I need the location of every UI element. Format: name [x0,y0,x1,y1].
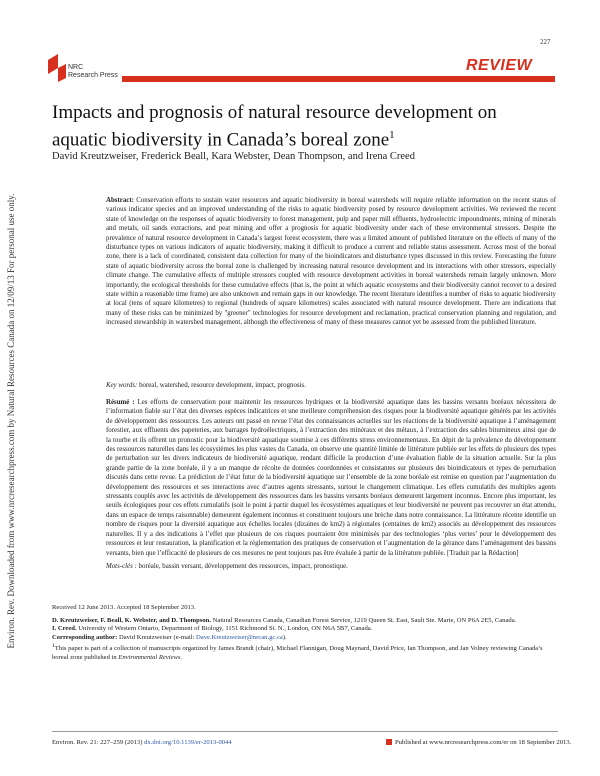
author-list: David Kreutzweiser, Frederick Beall, Kara Webster, Dean Thompson, and Irena Creed [52,151,415,162]
side-note-text: Environ. Rev. Downloaded from www.nrcresearchpress.com by Natural Resources Canada on 12/09/13 For personal use only. [6,193,16,649]
corresponding-text: David Kreutzweiser (e-mail: [118,633,195,641]
article-title-text: Impacts and prognosis of natural resource development on aquatic biodiversity in Canada’s boreal zone [52,102,497,151]
section-label: REVIEW [466,57,533,74]
keywords-text: boreal, watershed, resource development, impact, prognosis. [139,382,306,389]
affiliation-1 [52,617,552,626]
doi-link[interactable]: dx.doi.org/10.1139/er-2013-0044 [144,739,232,746]
published-note [386,739,571,746]
resume-text: Les efforts de conservation pour maintenir les ressources hydriques et la biodiversité aquatique dans les bassins versants boréaux nécessitera de l’information fiable sur l’état des diverses espèces indicatrices et une meilleure compréhension des risques pour la biodiversité aquatique générés par les activités de développement des ressources. Les auteurs ont passé en revue l’état des connaissances actuelles sur les réactions de la biodiversité aquatique à l’aménagement forestier, aux effluents des papeteries, aux barrages hydroélectriques, à l’extraction des minéraux et des métaux, à l’extraction des sables bitumineux ainsi que de la tourbe et ils offrent un pronostic pour la biodiversité aquatique soumise à ces différents stress environnementaux. En dépit de la prévalence du développement des ressources naturelles dans les écosystèmes les plus vastes du Canada, on observe une quantité limitée de littérature publiée sur les effets de plusieurs des types de perturbation sur les divers indicateurs de biodiversité aquatique, rendant difficile la production d’une évaluation fiable de la situation actuelle. Sur la plus grande partie de la zone boréale, il y a un manque de récolte de données coordonnées et consistantes sur plusieurs des bioindicateurs et types de perturbation discutés dans cette revue. La prédiction de l’état futur de la biodiversité aquatique sur l’ensemble de la zone boréale est remise en question par l’augmentation du développement des ressources et ses interactions avec d’autres agents stressants, surtout le changement climatique. Les effets cumulatifs des multiples agents stressants couplés avec les activités de développement des ressources dans les bassins versants boréaux demeurent largement inconnus. Encore plus important, les seuils écologiques pour ces effets cumulatifs (soit le point à partir duquel les écosystèmes aquatiques et leur biodiversité ne peuvent pas recouvrer un état attendu, dans un espace de temps raisonnable) demeurent également inconnus et constituent toujours une brèche dans notre connaissance. La littérature récente identifie un nombre de risques pour la diversité aquatique aux échelles locales (dizaines de km2) à régionales (centaines de km2) associés au développement des ressources naturelles. Il y a des indications à l’effet que plusieurs de ces risques pourraient être minimisés par des technologies ‘plus vertes’ pour le développement des ressources et leur restauration, la planification et la réglementation des pratiques de conservation et l’augmentation de la gérance dans l’aménagement des bassins versants, bien que l’efficacité de plusieurs de ces mesures ne peut toujours pas être évaluée à partir de la littérature publiée. [Traduit par la Rédaction] [106,399,556,557]
footnote-1-journal: Environmental Reviews. [118,654,183,662]
publisher-logo[interactable] [36,54,126,90]
nrc-logo-icon [46,54,68,84]
journal-citation [52,739,232,746]
keywords-label: Key words: [106,382,138,389]
corresponding-email-link[interactable]: Dave.Kreutzweiser@nrcan.gc.ca [196,633,283,641]
download-side-note [6,186,32,656]
logo-line-1: NRC [68,64,84,71]
affiliation-2 [52,625,552,634]
header-rule [122,76,555,82]
article-notes [52,604,552,663]
corresponding-close: ). [282,633,287,641]
mots-cles [106,562,556,571]
title-footnote-mark[interactable]: 1 [389,129,395,141]
abstract-text: Conservation efforts to sustain water resources and aquatic biodiversity in boreal watersheds will require reliable information on the recent status of various indicator species and an improved understanding of the risks to aquatic biodiversity posed by resource development activities. We reviewed the recent state of knowledge on the responses of aquatic biodiversity to forest management, pulp and paper mill effluents, hydroelectric impoundments, mining of minerals and metals, oil sands extractions, and peat mining and offer a prognosis for aquatic biodiversity under each of these environmental stressors. Despite the prevalence of natural resource development in Canada’s largest forest ecosystem, there was a limited amount of published literature on the effects of many of the disturbance types on various indicators of aquatic biodiversity, making it difficult to produce a current and reliable status assessment. Across most of the boreal zone, there is a lack of coordinated, consistent data collection for many of the bioindicators and disturbance types discussed in this review. Forecasting the future state of aquatic biodiversity across the boreal zone is challenged by increasing natural resource development and its interactions with other stressors, especially climate change. The cumulative effects of multiple stressors coupled with resource development activities in boreal watersheds remain largely unknown. More importantly, the ecological thresholds for these cumulative effects (that is, the point at which aquatic ecosystems and their biodiversity cannot recover to a desired state within a reasonable time frame) are also unknown and remain gaps in our knowledge. The recent literature identifies a number of risks to aquatic biodiversity at local (tens of square kilometres) to regional (hundreds of square kilometres) scales associated with natural resource development. There are indications that many of these risks can be minimized by "greener" technologies for resource development and reclamation, practical conservation planning and regulation, and increased stewardship in watershed management, although the effectiveness of many of these measures cannot yet be assessed from the published literature. [106,197,556,327]
bullet-square-icon [386,739,392,745]
footnote-1-mark: 1 [52,643,55,650]
resume-label: Résumé : [106,399,135,406]
affiliation-1-text: Natural Resources Canada, Canadian Forest Service, 1219 Queen St. East, Sault Ste. Marie, ON P6A 2E5, Canada. [212,616,517,624]
received-dates: Received 12 June 2013. Accepted 18 September 2013. [52,604,196,611]
footnote-1 [52,642,552,662]
footnote-1-text: This paper is part of a collection of manuscripts organized by James Brandt (chair), Michael Flannigan, Doug Maynard, David Price, Ian Thompson, and Jan Volney reviewing Canada’s boreal zone published in [52,645,543,662]
resume [106,398,556,558]
mots-cles-label: Mots-clés : [106,563,137,570]
abstract-label: Abstract: [106,197,134,204]
article-title [52,101,552,151]
affiliation-2-names: I. Creed. [52,625,77,633]
affiliation-2-text: University of Western Ontario, Department of Biology, 1151 Richmond St. N., London, ON N6A 5B7, Canada. [78,625,373,633]
journal-reference: Environ. Rev. 21: 227–259 (2013) [52,739,143,746]
published-text: Published at www.nrcresearchpress.com/er on 18 September 2013. [395,739,572,746]
corresponding-label: Corresponding author: [52,633,118,641]
mots-cles-text: boréale, bassin versant, développement des ressources, impact, pronostique. [138,563,348,570]
abstract [106,196,556,328]
corresponding-author [52,634,552,643]
keywords [106,381,556,390]
logo-line-2: Research Press [68,72,118,79]
affiliation-1-names: D. Kreutzweiser, F. Beall, K. Webster, and D. Thompson. [52,616,211,624]
footer-rule [52,731,558,732]
page-number: 227 [540,38,551,46]
